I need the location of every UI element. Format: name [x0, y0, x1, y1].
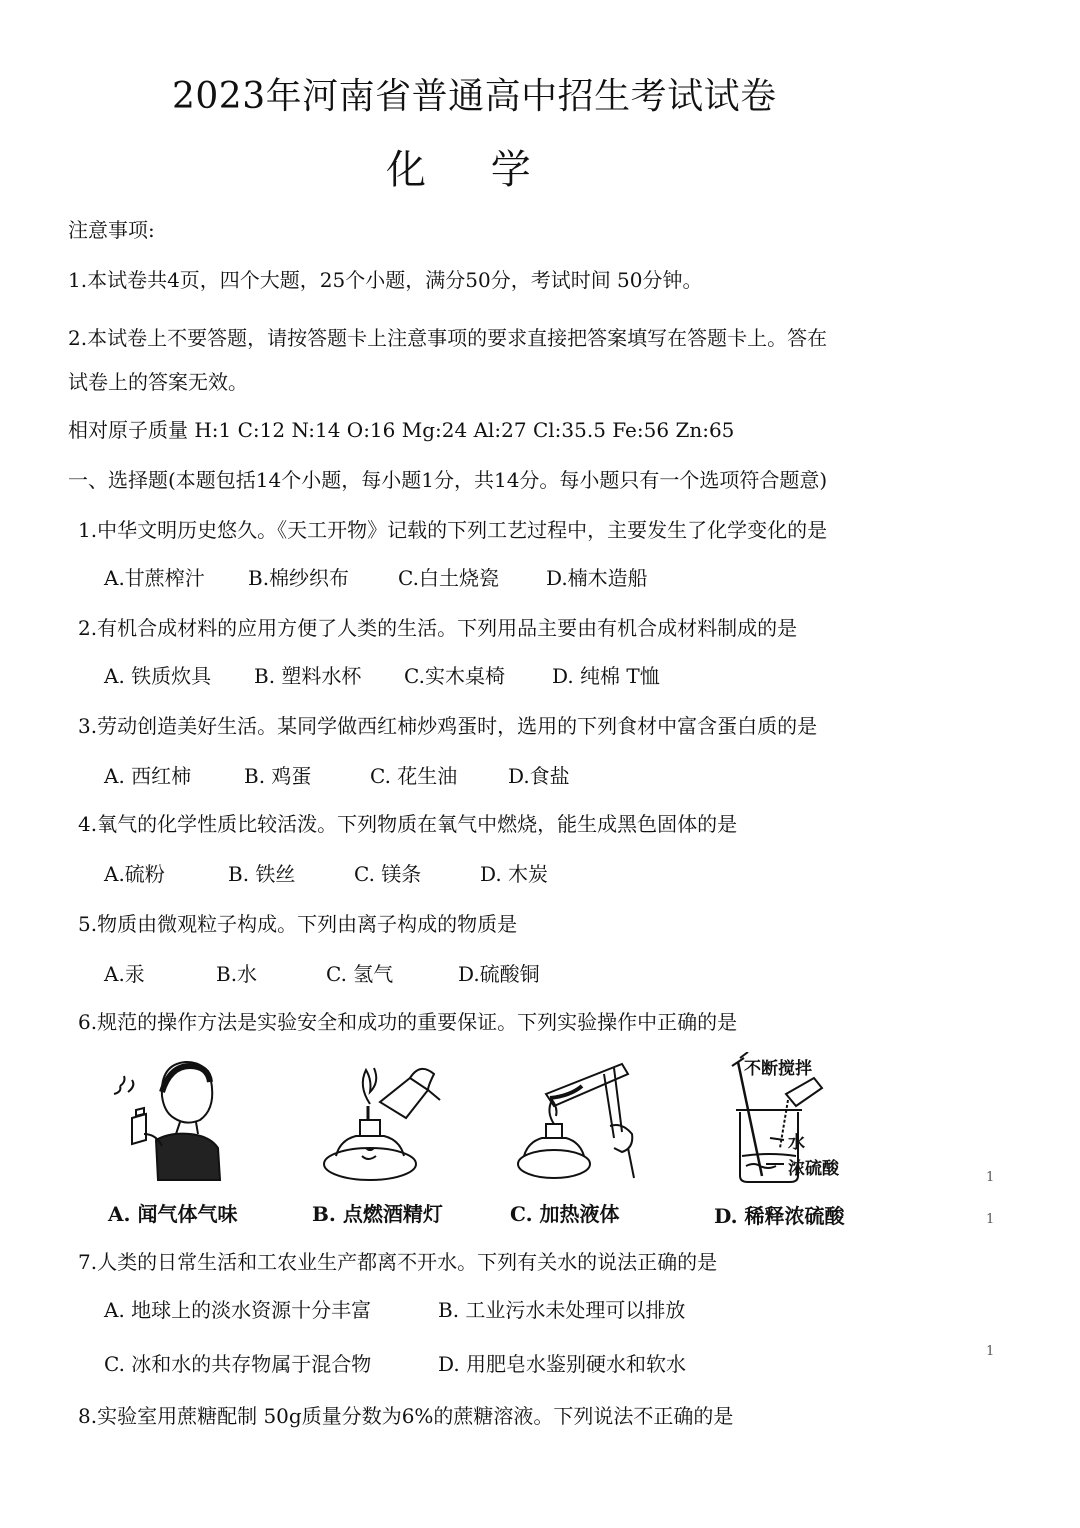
figure-a: [100, 1052, 280, 1232]
option: D. 纯棉 T恤: [552, 664, 660, 688]
question-stem: 7.人类的日常生活和工农业生产都离不开水。下列有关水的说法正确的是: [78, 1250, 718, 1274]
subject-title: 化 学: [386, 147, 557, 193]
option: B. 铁丝: [228, 862, 296, 886]
atomic-mass-line: 相对原子质量 H:1 C:12 N:14 O:16 Mg:24 Al:27 Cl:35.5 Fe:56 Zn:65: [68, 418, 735, 442]
question-stem: 2.有机合成材料的应用方便了人类的生活。下列用品主要由有机合成材料制成的是: [78, 616, 798, 640]
option: B. 鸡蛋: [244, 764, 312, 788]
figure-b: [310, 1052, 490, 1232]
figure-caption: D. 稀释浓硫酸: [714, 1204, 845, 1228]
notes-heading: 注意事项:: [68, 218, 155, 242]
figure-caption: B. 点燃酒精灯: [312, 1202, 443, 1226]
option: C.白土烧瓷: [398, 566, 499, 590]
option: C. 镁条: [354, 862, 422, 886]
option: D.楠木造船: [546, 566, 648, 590]
question-stem: 6.规范的操作方法是实验安全和成功的重要保证。下列实验操作中正确的是: [78, 1010, 738, 1034]
option: B.棉纱织布: [248, 566, 350, 590]
question-stem: 4.氧气的化学性质比较活泼。下列物质在氧气中燃烧，能生成黑色固体的是: [78, 812, 738, 836]
alcohol-lamp-illustration: [310, 1052, 490, 1192]
option: A. 铁质炊具: [104, 664, 212, 688]
question-stem: 5.物质由微观粒子构成。下列由离子构成的物质是: [78, 912, 518, 936]
option: D.食盐: [508, 764, 570, 788]
note-item-2-line2: 试卷上的答案无效。: [68, 370, 248, 394]
stir-label: 不断搅拌: [744, 1059, 812, 1079]
figure-caption: C. 加热液体: [510, 1202, 620, 1226]
option: B.水: [216, 962, 258, 986]
margin-mark: 1: [986, 1170, 995, 1185]
note-item-2-line1: 2.本试卷上不要答题，请按答题卡上注意事项的要求直接把答案填写在答题卡上。答在: [68, 326, 828, 350]
option: A.甘蔗榨汁: [104, 566, 205, 590]
option: B. 塑料水杯: [254, 664, 362, 688]
option: A. 西红柿: [104, 764, 192, 788]
question-stem: 3.劳动创造美好生活。某同学做西红柿炒鸡蛋时，选用的下列食材中富含蛋白质的是: [78, 714, 818, 738]
page-title: 2023年河南省普通高中招生考试试卷: [172, 76, 777, 117]
margin-mark: 1: [986, 1344, 995, 1359]
option: D. 用肥皂水鉴别硬水和软水: [438, 1352, 687, 1376]
option: D.硫酸铜: [458, 962, 540, 986]
option: A.硫粉: [104, 862, 165, 886]
question-stem: 8.实验室用蔗糖配制 50g质量分数为6%的蔗糖溶液。下列说法不正确的是: [78, 1404, 734, 1428]
figure-c: [510, 1052, 690, 1232]
option: C. 花生油: [370, 764, 458, 788]
question-stem: 1.中华文明历史悠久。《天工开物》记载的下列工艺过程中，主要发生了化学变化的是: [78, 518, 828, 542]
note-item-1: 1.本试卷共4页，四个大题，25个小题，满分50分，考试时间 50分钟。: [68, 268, 703, 292]
figure-d: [710, 1052, 890, 1232]
option: C. 氢气: [326, 962, 394, 986]
option: B. 工业污水未处理可以排放: [438, 1298, 686, 1322]
option: C.实木桌椅: [404, 664, 505, 688]
option: A.汞: [104, 962, 145, 986]
water-label: 水: [788, 1133, 805, 1153]
acid-label: 浓硫酸: [788, 1159, 839, 1179]
option: D. 木炭: [480, 862, 549, 886]
option: C. 冰和水的共存物属于混合物: [104, 1352, 372, 1376]
figure-caption: A. 闻气体气味: [108, 1202, 238, 1226]
margin-mark: 1: [986, 1212, 995, 1227]
section-heading: 一、选择题(本题包括14个小题，每小题1分，共14分。每小题只有一个选项符合题意): [68, 468, 828, 492]
smell-gas-illustration: [100, 1052, 280, 1192]
experiment-figures: [100, 1052, 900, 1232]
option: A. 地球上的淡水资源十分丰富: [104, 1298, 372, 1322]
heating-liquid-illustration: [510, 1052, 690, 1192]
